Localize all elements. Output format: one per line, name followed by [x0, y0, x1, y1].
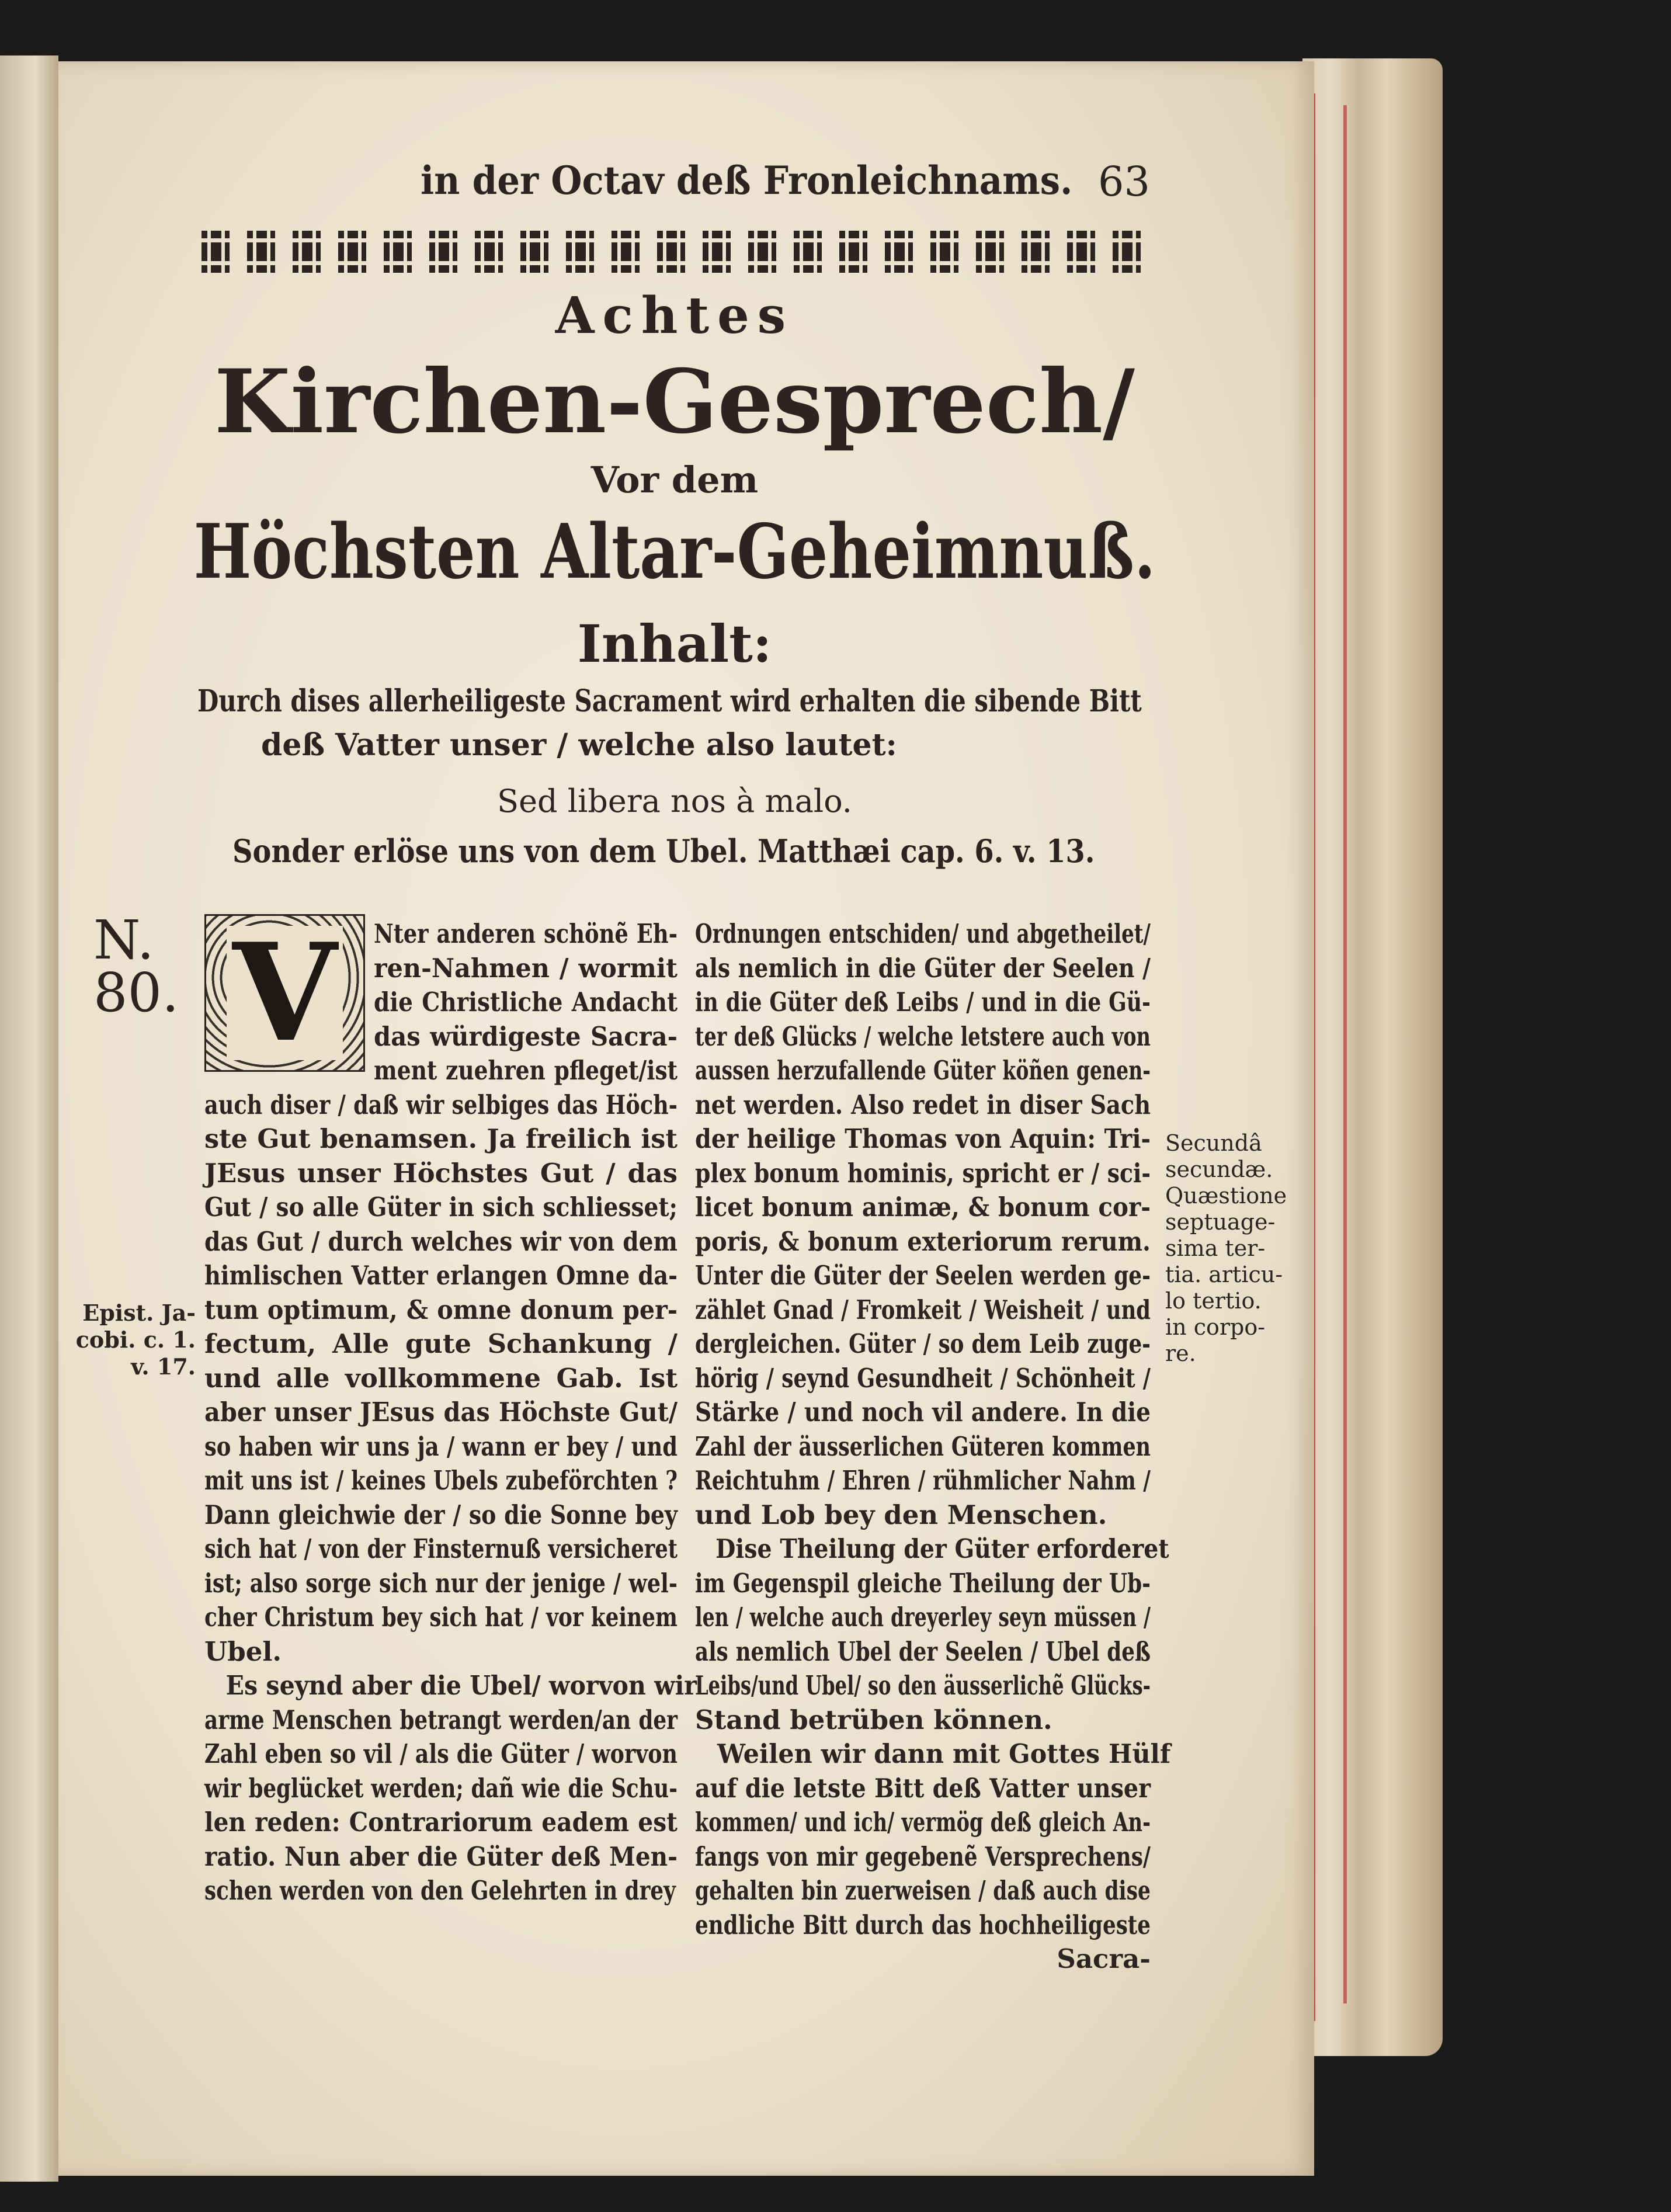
- text-line: ter deß Glücks / welche letstere auch von: [695, 1020, 1151, 1052]
- text-line: poris, & bonum exteriorum rerum.: [695, 1225, 1151, 1257]
- text-line: fangs von mir gegebenẽ Versprechens/: [695, 1841, 1151, 1872]
- contents-label: Inhalt:: [577, 613, 772, 674]
- text-line: kommen/ und ich/ vermög deß gleich An-: [695, 1807, 1151, 1838]
- text-line: Nter anderen schönẽ Eh-: [374, 918, 678, 949]
- page-number: 63: [1098, 158, 1151, 206]
- margin-note-line: Quæstione: [1165, 1183, 1287, 1209]
- text-line: ment zuehren pfleget/ist: [374, 1055, 678, 1086]
- margin-note-line: cobi. c. 1.: [75, 1326, 196, 1353]
- running-head: in der Octav deß Fronleichnams.: [421, 158, 1073, 203]
- text-line: Zahl der äusserlichen Güteren kommen: [695, 1430, 1151, 1462]
- text-line: Zahl eben so vil / als die Güter / worvon: [204, 1738, 678, 1769]
- text-line: Stand betrüben können.: [695, 1704, 1052, 1735]
- text-line: Gut / so alle Güter in sich schliesset;: [204, 1192, 678, 1223]
- margin-note-line: septuage-: [1165, 1209, 1276, 1235]
- text-line: sich hat / von der Finsternuß versicheret: [204, 1533, 678, 1564]
- text-line: auf die letste Bitt deß Vatter unser: [695, 1772, 1151, 1804]
- text-line: das Gut / durch welches wir von dem: [204, 1225, 678, 1257]
- text-line: fectum, Alle gute Schankung /: [204, 1328, 678, 1359]
- summary-line-1: Durch dises allerheiligeste Sacrament wird erhalten die sibende Bitt: [197, 683, 1142, 719]
- right-margin-note: [1165, 1130, 1297, 1367]
- margin-note-line: v. 17.: [131, 1353, 196, 1380]
- text-line: zählet Gnad / Fromkeit / Weisheit / und: [695, 1294, 1151, 1325]
- summary-line-2: deß Vatter unser / welche also lautet:: [261, 727, 897, 763]
- text-line: ratio. Nun aber die Güter deß Men-: [204, 1841, 678, 1872]
- text-line: len / welche auch dreyerley seyn müssen /: [695, 1602, 1151, 1633]
- text-line: licet bonum animæ, & bonum cor-: [695, 1192, 1151, 1223]
- text-line: plex bonum hominis, spricht er / sci-: [695, 1157, 1151, 1189]
- title-ordinal: Achtes: [555, 286, 794, 345]
- margin-note-line: tia. articu-: [1165, 1262, 1283, 1287]
- text-line: die Christliche Andacht: [374, 987, 678, 1018]
- page-stack-edge: [1302, 58, 1443, 2056]
- text-line: aber unser JEsus das Höchste Gut/: [204, 1397, 678, 1428]
- text-line: ren-Nahmen / wormit: [374, 952, 678, 984]
- text-line: len reden: Contrariorum eadem est: [204, 1807, 678, 1838]
- margin-note-line: secundæ.: [1165, 1157, 1273, 1182]
- margin-note-line: sima ter-: [1165, 1235, 1266, 1261]
- text-line: im Gegenspil gleiche Theilung der Ub-: [695, 1567, 1151, 1599]
- drop-cap-letter: V: [227, 926, 342, 1060]
- text-line: in die Güter deß Leibs / und in die Gü-: [695, 987, 1151, 1018]
- section-number-value: 80.: [93, 961, 179, 1024]
- text-line: Stärke / und noch vil andere. In die: [695, 1397, 1151, 1428]
- text-line: ste Gut benamsen. Ja freilich ist: [204, 1123, 678, 1154]
- german-quote: Sonder erlöse uns von dem Ubel. Matthæi cap. 6. v. 13.: [232, 832, 1095, 870]
- text-line: Weilen wir dann mit Gottes Hülf: [717, 1738, 1171, 1769]
- title-subject: Höchsten Altar-Geheimnuß.: [193, 508, 1156, 596]
- margin-note-line: re.: [1165, 1341, 1196, 1366]
- text-line: Leibs/und Ubel/ so den äusserlichẽ Glücks-: [695, 1670, 1151, 1701]
- text-line: gehalten bin zuerweisen / daß auch dise: [695, 1875, 1151, 1906]
- text-line: himlischen Vatter erlangen Omne da-: [204, 1260, 678, 1291]
- text-line: JEsus unser Höchstes Gut / das: [204, 1157, 678, 1189]
- left-margin-note: [67, 1300, 196, 1380]
- text-line: Ordnungen entschiden/ und abgetheilet/: [695, 918, 1151, 949]
- text-line: net werden. Also redet in diser Sach: [695, 1089, 1151, 1120]
- text-line: schen werden von den Gelehrten in drey: [204, 1875, 676, 1906]
- text-line: das würdigeste Sacra-: [374, 1020, 678, 1052]
- text-line: cher Christum bey sich hat / vor keinem: [204, 1602, 678, 1633]
- facing-page-edge: [0, 55, 58, 2182]
- text-line: ist; also sorge sich nur der jenige / wel-: [204, 1567, 678, 1599]
- ornament-border: [202, 231, 1148, 273]
- text-line: wir beglücket werden; dañ wie die Schu-: [204, 1772, 678, 1804]
- text-line: Ubel.: [204, 1635, 282, 1667]
- title-preposition: Vor dem: [590, 459, 759, 501]
- section-number-label: N.: [93, 909, 154, 971]
- margin-note-line: in corpo-: [1165, 1314, 1266, 1340]
- text-line: Dise Theilung der Güter erforderet: [715, 1533, 1169, 1564]
- margin-note-line: lo tertio.: [1165, 1288, 1262, 1314]
- text-line: so haben wir uns ja / wann er bey / und: [204, 1430, 678, 1462]
- section-number: [93, 909, 199, 1024]
- text-line: aussen herzufallende Güter köñen genen-: [695, 1055, 1151, 1086]
- left-column: [204, 917, 697, 1908]
- text-line: Dann gleichwie der / so die Sonne bey: [204, 1499, 678, 1530]
- text-line: arme Menschen betrangt werden/an der: [204, 1704, 678, 1735]
- latin-quote: Sed libera nos à malo.: [497, 783, 852, 819]
- margin-note-line: Epist. Ja-: [82, 1300, 196, 1326]
- text-line: hörig / seynd Gesundheit / Schönheit /: [695, 1362, 1151, 1394]
- title-main: Kirchen-Gesprech/: [214, 350, 1135, 453]
- text-line: Es seynd aber die Ubel/ worvon wir: [225, 1670, 697, 1701]
- text-line: mit uns ist / keines Ubels zubeförchten ?: [204, 1465, 678, 1496]
- right-column: [695, 917, 1171, 1977]
- text-line: und alle vollkommene Gab. Ist: [204, 1362, 678, 1394]
- text-line: als nemlich in die Güter der Seelen /: [695, 952, 1151, 984]
- text-line: und Lob bey den Menschen.: [695, 1499, 1107, 1530]
- text-line: endliche Bitt durch das hochheiligeste: [695, 1909, 1151, 1940]
- margin-note-line: Secundâ: [1165, 1130, 1262, 1156]
- text-line: tum optimum, & omne donum per-: [204, 1294, 678, 1325]
- text-line: auch diser / daß wir selbiges das Höch-: [204, 1089, 678, 1120]
- text-line: der heilige Thomas von Aquin: Tri-: [695, 1123, 1151, 1154]
- text-line: als nemlich Ubel der Seelen / Ubel deß: [695, 1635, 1151, 1667]
- catchword: Sacra-: [1057, 1943, 1151, 1974]
- text-line: Reichtuhm / Ehren / rühmlicher Nahm /: [695, 1465, 1151, 1496]
- text-line: dergleichen. Güter / so dem Leib zuge-: [695, 1328, 1151, 1359]
- text-line: Unter die Güter der Seelen werden ge-: [695, 1260, 1151, 1291]
